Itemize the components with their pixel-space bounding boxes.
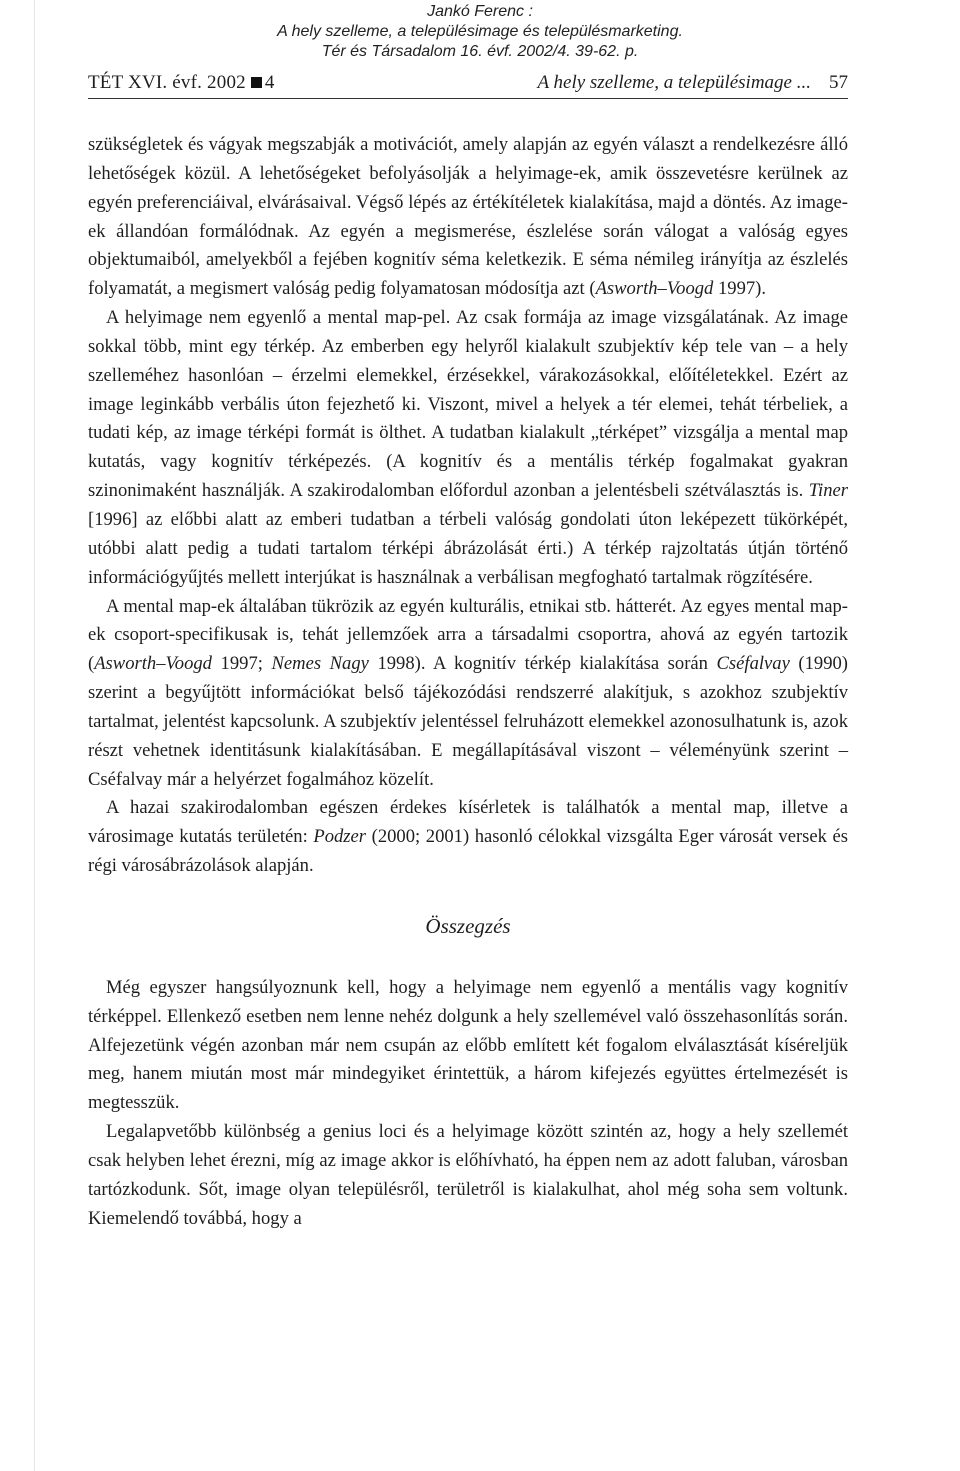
page-number: 57 <box>829 72 848 93</box>
citation-asworth-voogd-2: Asworth–Voogd <box>94 653 212 675</box>
citation-nemes-nagy: Nemes Nagy <box>271 653 369 675</box>
running-head <box>88 70 848 99</box>
citation-title: A hely szelleme, a településimage és településmarketing. <box>277 23 683 40</box>
scan-edge-line <box>34 0 35 1471</box>
citation-tiner: Tiner <box>808 480 848 502</box>
paragraph-2: A helyimage nem egyenlő a mental map-pel. Az csak formája az image vizsgálatának. Az image sokkal több, mint egy térkép. Az emberben egy helyről kialakult szubjektív kép tele van – a hely szelleméhez hasonlóan – érzelmi elemekkel, érzésekkel, várakozásokkal, előítéletekkel. Ezért az image leginkább verbális úton fejezhető ki. Viszont, mivel a helyek a tér elemei, tehát térbeliek, a tudati kép, az image térképi formát is ölthet. A tudatban kialakult „térképet” vizsgálja a mental map kutatás, vagy kognitív térképezés. (A kognitív és a mentális térkép fogalmakat gyakran szinonimaként használják. A szakirodalomban előfordul azonban a jelentésbeli szétválasztás is. Tiner [1996] az előbbi alatt az emberi tudatban a térbeli valóság gondolati úton leképezett tükörképét, utóbbi alatt pedig a tudati tartalom térképi ábrázolását érti.) A térkép rajzoltatás útján történő információgyűjtés mellett interjúkat is használnak a verbálisan megfogható tartalmak rögzítésére. <box>88 307 848 588</box>
body-text <box>88 131 848 1234</box>
running-head-journal: TÉT XVI. évf. 2002 4 <box>88 72 275 93</box>
paragraph-3: A mental map-ek általában tükrözik az egyén kulturális, etnikai stb. hátterét. Az egyes mental map-ek csoport-specifikusak is, tehát jellemzőek arra a társadalmi csoportra, ahová az egyén tartozik (Asworth–Voogd 1997; Nemes Nagy 1998). A kognitív térkép kialakítása során Cséfalvay (1990) szerint a begyűjtött információkat belső tájékozódási rendszerré alakítjuk, s azokhoz szubjektív tartalmat, jelentést kapcsolunk. A szubjektív jelentéssel felruházott elemekkel azonosulhatunk is, azok részt vehetnek identitásunk kialakításában. E megállapításával viszont – véleményünk szerint – Cséfalvay már a helyérzet fogalmához közelít. <box>88 595 848 790</box>
section-heading: Összegzés <box>425 913 511 938</box>
citation-header <box>0 2 960 62</box>
page-content <box>88 70 848 1234</box>
paragraph-1: szükségletek és vágyak megszabják a motivációt, amely alapján az egyén választ a rendelkezésre álló lehetőségek közül. A lehetőségeket befolyásolják a helyimage-ek, amik összevetésre kerülnek az egyén preferenciáival, elvárásaival. Végső lépés az értékítéletek kialakítása, majd a döntés. Az image-ek állandóan formálódnak. Az egyén a megismerése, észlelése során válogat a valóság egyes objektumaiból, amelyekből a fejében kognitív séma keletkezik. E séma némileg irányítja az észlelés folyamatát, a megismert valóság pedig folyamatosan módosítja azt (Asworth–Voogd 1997). <box>88 134 848 300</box>
paragraph-4: A hazai szakirodalomban egészen érdekes kísérletek is találhatók a mental map, illetve a városimage kutatás területén: Podzer (2000; 2001) hasonló célokkal vizsgálta Eger városát versek és régi városábrázolások alapján. <box>88 797 848 877</box>
running-head-title: A hely szelleme, a településimage ... 57 <box>537 72 848 93</box>
square-bullet-icon <box>251 77 262 88</box>
citation-csefalvay: Cséfalvay <box>716 653 790 675</box>
citation-author: Jankó Ferenc : <box>427 3 533 20</box>
citation-source: Tér és Társadalom 16. évf. 2002/4. 39-62. p. <box>321 43 639 60</box>
paragraph-6: Legalapvetőbb különbség a genius loci és a helyimage között szintén az, hogy a hely szellemét csak helyben lehet érezni, míg az image akkor is előhívható, ha éppen nem az adott faluban, városban tartózkodunk. Sőt, image olyan településről, területről is kialakulhat, ahol még soha sem voltunk. Kiemelendő továbbá, hogy a <box>88 1121 848 1229</box>
paragraph-5: Még egyszer hangsúlyoznunk kell, hogy a helyimage nem egyenlő a mentális vagy kognitív térképpel. Ellenkező esetben nem lenne nehéz dolgunk a hely szellemével való összehasonlítás során. Alfejezetünk végén azonban már nem csupán az előbb említett két fogalom elválasztását kíséreljük meg, hanem miután most már mindegyiket érintettük, a három kifejezés együttes értelmezését is megtesszük. <box>88 976 848 1114</box>
citation-asworth-voogd: Asworth–Voogd <box>595 278 714 300</box>
citation-podzer: Podzer <box>313 826 367 848</box>
